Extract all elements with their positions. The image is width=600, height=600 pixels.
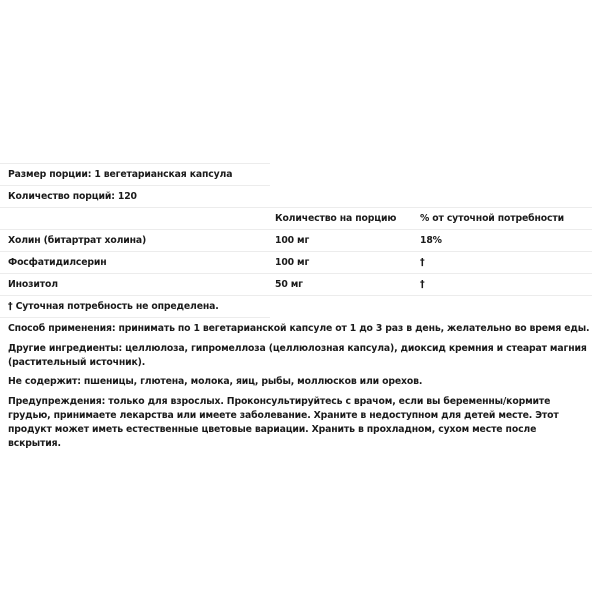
footnote-row: [0, 296, 600, 317]
footnote: † Суточная потребность не определена.: [8, 301, 219, 312]
ingredient-dv: 18%: [420, 235, 442, 246]
usage-text: Способ применения: принимать по 1 вегетарианской капсуле от 1 до 3 раз в день, желательно во время еды.: [8, 323, 590, 334]
table-row: [0, 274, 600, 295]
serving-size-row: [0, 164, 600, 185]
serving-size: Размер порции: 1 вегетарианская капсула: [8, 169, 233, 180]
other-ingredients-text: Другие ингредиенты: целлюлоза, гипромеллоза (целлюлозная капсула), диоксид кремния и стеарат магния (растительный источник).: [8, 343, 587, 368]
supplement-facts-table: [0, 163, 600, 318]
header-amount: Количество на порцию: [275, 213, 397, 224]
ingredient-amount: 50 мг: [275, 279, 303, 290]
ingredient-amount: 100 мг: [275, 257, 310, 268]
ingredient-dv: †: [420, 279, 425, 290]
header-dv: % от суточной потребности: [420, 213, 564, 224]
ingredient-name: Холин (битартрат холина): [8, 235, 147, 246]
free-of-text: Не содержит: пшеницы, глютена, молока, яиц, рыбы, моллюсков или орехов.: [8, 376, 423, 387]
warnings-text: Предупреждения: только для взрослых. Проконсультируйтесь с врачом, если вы беременны/кормите грудью, принимаете лекарства или имеете заболевание. Храните в недоступном для детей месте. Этот продукт может иметь естественные цветовые вариации. Хранить в прохладном, сухом месте после вскрытия.: [8, 396, 559, 449]
ingredient-name: Фосфатидилсерин: [8, 257, 107, 268]
ingredient-dv: †: [420, 257, 425, 268]
table-row: [0, 230, 600, 251]
servings-count-row: [0, 186, 600, 207]
table-header: [0, 208, 600, 229]
divider: [0, 317, 270, 318]
ingredient-name: Инозитол: [8, 279, 58, 290]
servings-count: Количество порций: 120: [8, 191, 137, 202]
table-row: [0, 252, 600, 273]
ingredient-amount: 100 мг: [275, 235, 310, 246]
